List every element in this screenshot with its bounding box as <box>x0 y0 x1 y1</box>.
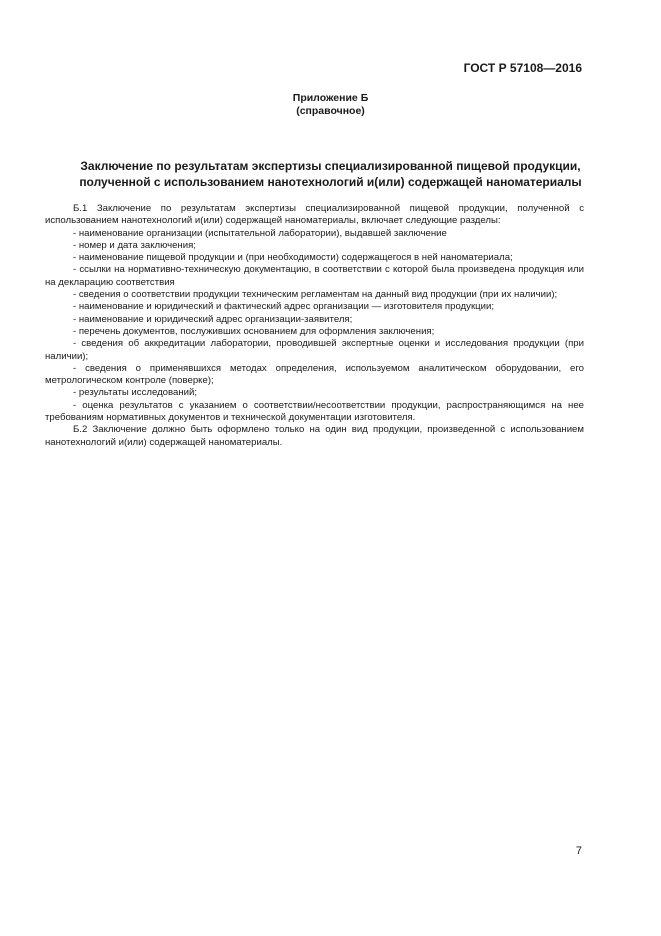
list-item: - сведения о соответствии продукции техническим регламентам на данный вид продукции (при их наличии); <box>73 289 558 301</box>
list-item: - наименование и юридический и фактический адрес организации — изготовителя продукции; <box>73 301 495 313</box>
document-title <box>60 159 601 190</box>
list-item: - наименование организации (испытательной лаборатории), выдавшей заключение <box>73 227 447 239</box>
appendix-subtitle: (справочное) <box>296 105 365 117</box>
paragraph-b2: Б.2 Заключение должно быть оформлено только на один вид продукции, произведенной с использованием нанотехнологий и(или) содержащей наноматериалы. <box>45 424 584 448</box>
document-title-line-1: Заключение по результатам экспертизы специализированной пищевой продукции, <box>80 159 581 173</box>
appendix-title: Приложение Б <box>292 92 369 104</box>
list-item: - сведения о применявшихся методах определения, используемом аналитическом оборудовании, его метрологическом контроле (поверке); <box>45 362 584 387</box>
list-item: - перечень документов, послуживших основанием для оформления заключения; <box>73 325 435 337</box>
list-item: - наименование пищевой продукции и (при необходимости) содержащегося в ней наноматериала; <box>73 252 513 264</box>
page-number: 7 <box>575 845 582 857</box>
list-item: - номер и дата заключения; <box>73 239 196 251</box>
standard-number: ГОСТ Р 57108—2016 <box>463 61 582 75</box>
list-item: - оценка результатов с указанием о соответствии/несоответствии продукции, распространяющимся на нее требованиям нормативных документов и технической документации изготовителя. <box>45 399 584 424</box>
document-title-line-2: полученной с использованием нанотехнологий и(или) содержащей наноматериалы <box>79 174 582 189</box>
paragraph-b1: Б.1 Заключение по результатам экспертизы специализированной пищевой продукции, полученной с использованием нанотехнологий и(или) содержащей наноматериалы, включает следующие разделы: <box>45 203 584 227</box>
document-body <box>45 203 584 449</box>
list-item: - наименование и юридический адрес организации-заявителя; <box>73 313 353 325</box>
list-item: - результаты исследований; <box>73 387 198 399</box>
list-item: - сведения об аккредитации лаборатории, проводившей экспертные оценки и исследования продукции (при наличии); <box>45 338 584 362</box>
appendix-heading <box>0 92 661 118</box>
list-item: - ссылки на нормативно-техническую документацию, в соответствии с которой была произведена продукция или на декларацию соответствия <box>45 264 584 288</box>
